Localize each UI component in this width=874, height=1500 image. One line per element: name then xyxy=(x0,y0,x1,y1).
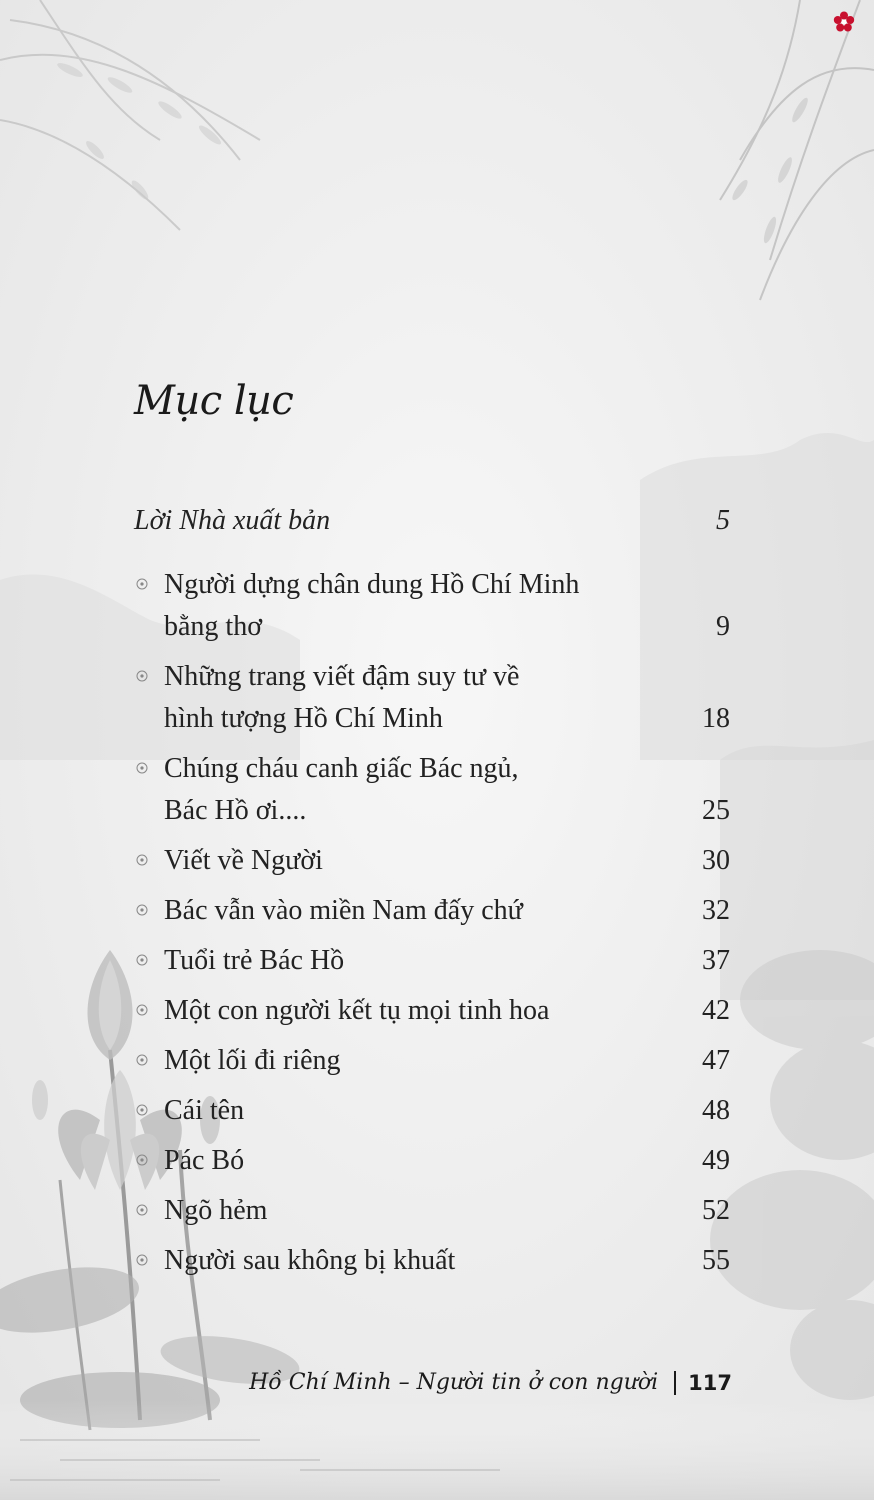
toc-entry[interactable] xyxy=(134,1140,730,1182)
toc-entry[interactable] xyxy=(134,1190,730,1232)
flower-bullet-icon xyxy=(136,854,148,866)
flower-bullet-icon xyxy=(136,762,148,774)
toc-entry-page: 32 xyxy=(702,895,730,926)
toc-entry-title: Chúng cháu canh giấc Bác ngủ, Bác Hồ ơi.... xyxy=(164,753,519,826)
running-book-title: Hồ Chí Minh – Người tin ở con người xyxy=(249,1370,659,1395)
toc-entry-title: Cái tên xyxy=(164,1095,245,1126)
toc-entry[interactable] xyxy=(134,1090,730,1132)
flower-icon xyxy=(832,10,856,34)
toc-entry-title: Những trang viết đậm suy tư về hình tượng Hồ Chí Minh xyxy=(164,661,520,734)
toc-entry-title: Pác Bó xyxy=(164,1145,245,1176)
toc-entry[interactable] xyxy=(134,840,730,882)
flower-bullet-icon xyxy=(136,1054,148,1066)
toc-entry-page: 52 xyxy=(702,1195,730,1226)
toc-entry-page: 47 xyxy=(702,1045,730,1076)
toc-entry-page: 48 xyxy=(702,1095,730,1126)
toc-entry-title: Tuổi trẻ Bác Hồ xyxy=(164,945,345,976)
page-number: 117 xyxy=(688,1370,732,1395)
toc-entry-page: 25 xyxy=(702,795,730,826)
flower-bullet-icon xyxy=(136,1104,148,1116)
toc-entry-title: Lời Nhà xuất bản xyxy=(134,505,331,536)
toc-entry-page: 55 xyxy=(702,1245,730,1276)
flower-bullet-icon xyxy=(136,904,148,916)
toc-entry-title: Viết về Người xyxy=(164,845,323,876)
flower-bullet-icon xyxy=(136,954,148,966)
flower-bullet-icon xyxy=(136,1004,148,1016)
flower-bullet-icon xyxy=(136,670,148,682)
toc-entry-title: Người dựng chân dung Hồ Chí Minh bằng thơ xyxy=(164,569,580,642)
toc-entry[interactable] xyxy=(134,748,730,832)
toc-entry-page: 30 xyxy=(702,845,730,876)
toc-entry-page: 9 xyxy=(716,611,730,642)
toc-entry[interactable] xyxy=(134,890,730,932)
toc-entry-title: Ngõ hẻm xyxy=(164,1195,268,1226)
flower-bullet-icon xyxy=(136,1204,148,1216)
toc-entry[interactable] xyxy=(134,990,730,1032)
page-title: Mục lục xyxy=(134,378,294,424)
flower-bullet-icon xyxy=(136,1154,148,1166)
table-of-contents xyxy=(134,500,730,1290)
toc-entry-title: Người sau không bị khuất xyxy=(164,1245,456,1276)
flower-bullet-icon xyxy=(136,578,148,590)
toc-entry-page: 49 xyxy=(702,1145,730,1176)
toc-entry-title: Một con người kết tụ mọi tinh hoa xyxy=(164,995,550,1026)
flower-bullet-icon xyxy=(136,1254,148,1266)
footer-divider xyxy=(674,1371,676,1395)
toc-entry[interactable] xyxy=(134,564,730,648)
toc-entry-page: 5 xyxy=(716,505,730,536)
toc-entry-page: 37 xyxy=(702,945,730,976)
toc-entry-intro[interactable] xyxy=(134,500,730,542)
toc-entry-title: Bác vẫn vào miền Nam đấy chứ xyxy=(164,895,523,926)
toc-entry[interactable] xyxy=(134,940,730,982)
toc-entry[interactable] xyxy=(134,1240,730,1282)
page-footer xyxy=(249,1370,732,1395)
toc-entry-page: 42 xyxy=(702,995,730,1026)
water-surface xyxy=(0,1400,874,1500)
toc-entry-page: 18 xyxy=(702,703,730,734)
toc-entry-title: Một lối đi riêng xyxy=(164,1045,341,1076)
toc-entry[interactable] xyxy=(134,1040,730,1082)
toc-entry[interactable] xyxy=(134,656,730,740)
